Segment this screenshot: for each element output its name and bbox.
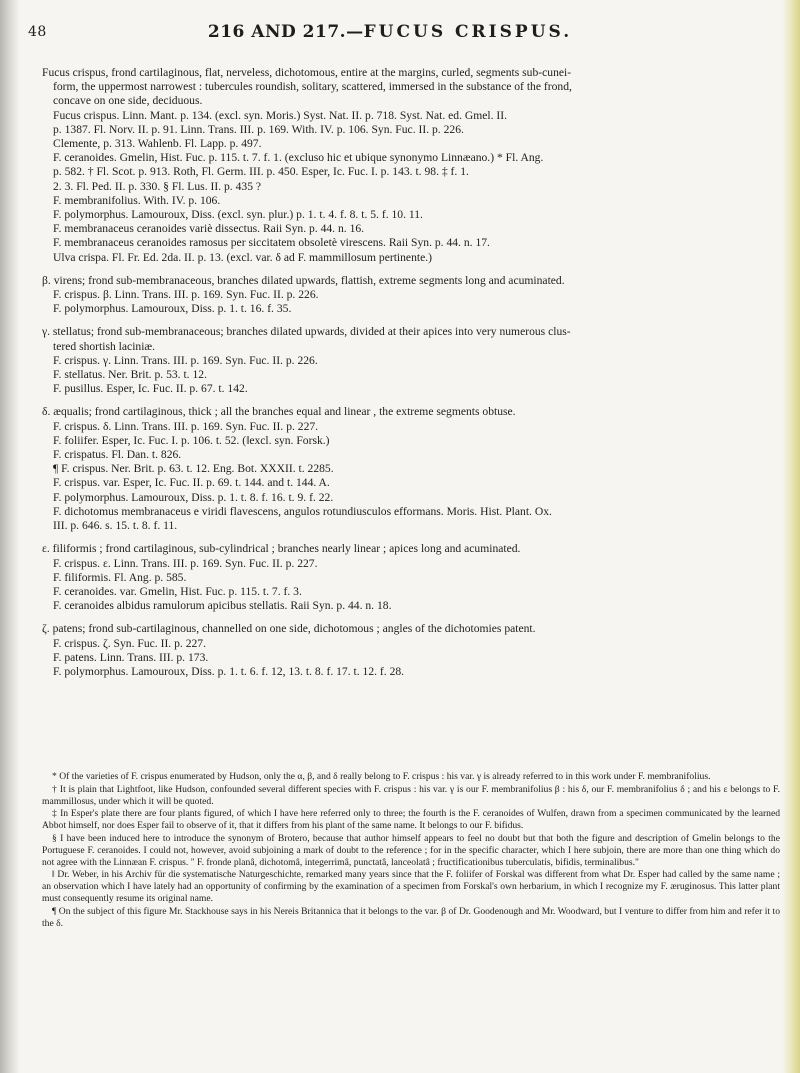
running-head [28,22,752,42]
synonym-reference: F. ceranoides. Gmelin, Hist. Fuc. p. 115. t. 7. f. 1. (excluso hic et ubique synonymo Linnæano.) * Fl. Ang. [53,151,544,165]
species-description [42,66,780,679]
variety-diagnosis: ε. filiformis ; frond cartilaginous, sub-cylindrical ; branches nearly linear ; apices long and acuminated. [42,542,521,556]
synonym-reference: F. membranifolius. With. IV. p. 106. [53,193,221,207]
synonym-reference: F. polymorphus. Lamouroux, Diss. (excl. syn. plur.) p. 1. t. 4. f. 8. t. 5. f. 10. 11. [53,208,423,222]
synonym-reference: F. crispatus. Fl. Dan. t. 826. [53,448,182,462]
synonym-reference: F. ceranoides. var. Gmelin, Hist. Fuc. p. 115. t. 7. f. 3. [53,584,302,598]
variety-entry [42,274,780,317]
synonym-reference: III. p. 646. s. 15. t. 8. f. 11. [53,519,178,533]
running-head-prefix: 216 AND 217.— [207,22,364,42]
synonym-reference: F. crispus. γ. Linn. Trans. III. p. 169. Syn. Fuc. II. p. 226. [53,353,318,367]
footnote: § I have been induced here to introduce the synonym of Brotero, because that author himself appears to feel no doubt but that both the figure and description of Gmelin belongs to the Portuguese F. ceranoides. I could not, however, avoid subjoining a mark of doubt to the reference ; for in the specific character, which I here subjoin, there are more than one thing which do not agree with the Linnæan F. crispus. " F. fronde planâ, dichotomâ, integerrimâ, punctatâ, lanceolatâ ; fructificationibus tuberculatis, bifidis, terminalibus." [42,832,780,868]
synonym-reference: F. pusillus. Esper, Ic. Fuc. II. p. 67. t. 142. [53,382,248,396]
synonym-reference: F. crispus. ζ. Syn. Fuc. II. p. 227. [53,636,206,650]
footnote: ‡ In Esper's plate there are four plants figured, of which I have here referred only to three; the fourth is the F. ceranoides of Wulfen, drawn from a specimen communicated by the learned Abbot himself, nor does Esper fail to observe of it, that it differs from his plant of the same name. It belongs to our F. bifidus. [42,808,780,832]
synonym-reference: F. crispus. ε. Linn. Trans. III. p. 169. Syn. Fuc. II. p. 227. [53,556,318,570]
page-header [28,22,752,48]
synonym-reference: F. crispus. β. Linn. Trans. III. p. 169. Syn. Fuc. II. p. 226. [53,288,319,302]
synonym-reference: F. foliifer. Esper, Ic. Fuc. I. p. 106. t. 52. (‖excl. syn. Forsk.) [53,433,330,447]
synonym-reference: ¶ F. crispus. Ner. Brit. p. 63. t. 12. Eng. Bot. XXXII. t. 2285. [53,462,334,476]
synonym-reference: F. crispus. δ. Linn. Trans. III. p. 169. Syn. Fuc. II. p. 227. [53,419,319,433]
variety-diagnosis: ζ. patens; frond sub-cartilaginous, channelled on one side, dichotomous ; angles of the dichotomies patent. [42,622,536,636]
synonym-reference: F. membranaceus ceranoides ramosus per siccitatem obsoletè virescens. Raii Syn. p. 44. n. 17. [53,236,490,250]
page-edge-stain [782,0,800,1073]
page-number: 48 [28,24,47,40]
variety-diagnosis: Fucus crispus, frond cartilaginous, flat, nerveless, dichotomous, entire at the margins, curled, segments sub-cunei- [42,66,572,79]
synonym-reference: F. polymorphus. Lamouroux, Diss. p. 1. t. 8. f. 16. t. 9. f. 22. [53,490,334,504]
synonym-reference: F. membranaceus ceranoides variè dissectus. Raii Syn. p. 44. n. 16. [53,222,365,236]
variety-entry [42,405,780,533]
variety-diagnosis: δ. æqualis; frond cartilaginous, thick ; all the branches equal and linear , the extreme segments obtuse. [42,405,516,419]
variety-entry [42,542,780,613]
synonym-reference: F. polymorphus. Lamouroux, Diss. p. 1. t. 16. f. 35. [53,302,292,316]
variety-diagnosis-continued: concave on one side, deciduous. [53,94,203,108]
footnote: ‖ Dr. Weber, in his Archiv für die systematische Naturgeschichte, remarked many years since that the F. foliifer of Forskal was different from what Dr. Esper had called by the same name ; an observation which I have lately had an opportunity of confirming by the examination of a specimen from Forskal's own herbarium, in which I recognize my F. æruginosus. This latter plant must consequently resume its original name. [42,869,780,904]
synonym-reference: 2. 3. Fl. Ped. II. p. 330. § Fl. Lus. II. p. 435 ? [53,179,262,193]
variety-entry [42,66,780,265]
synonym-reference: F. ceranoides albidus ramulorum apicibus stellatis. Raii Syn. p. 44. n. 18. [53,599,392,613]
synonym-reference: p. 1387. Fl. Norv. II. p. 91. Linn. Trans. III. p. 169. With. IV. p. 106. Syn. Fuc. II. p. 226. [53,122,464,136]
synonym-reference: Clemente, p. 313. Wahlenb. Fl. Lapp. p. 497. [53,137,262,151]
variety-entry [42,325,780,396]
synonym-reference: F. dichotomus membranaceus e viridi flavescens, angulos rotundiusculos efformans. Moris. Hist. Plant. Ox. [53,504,552,518]
synonym-reference: F. patens. Linn. Trans. III. p. 173. [53,650,209,664]
variety-entry [42,622,780,679]
synonym-reference: Fucus crispus. Linn. Mant. p. 134. (excl. syn. Moris.) Syst. Nat. II. p. 718. Syst. Nat. ed. Gmel. II. [53,108,508,122]
synonym-reference: F. crispus. var. Esper, Ic. Fuc. II. p. 69. t. 144. and t. 144. A. [53,476,330,490]
synonym-reference: Ulva crispa. Fl. Fr. Ed. 2da. II. p. 13. (excl. var. δ ad F. mammillosum pertinente.) [53,250,433,264]
footnotes [42,771,780,930]
variety-diagnosis: γ. stellatus; frond sub-membranaceous; branches dilated upwards, divided at their apices into very numerous clus- [42,325,571,339]
synonym-reference: F. polymorphus. Lamouroux, Diss. p. 1. t. 6. f. 12, 13. t. 8. f. 17. t. 12. f. 28. [53,664,405,678]
synonym-reference: p. 582. † Fl. Scot. p. 913. Roth, Fl. Germ. III. p. 450. Esper, Ic. Fuc. I. p. 143. t. 98. ‡ f. 1. [53,165,469,179]
footnote: ¶ On the subject of this figure Mr. Stackhouse says in his Nereis Britannica that it belongs to the var. β of Dr. Goodenough and Mr. Woodward, but I venture to differ from him and refer it to the δ. [42,905,780,929]
synonym-reference: F. stellatus. Ner. Brit. p. 53. t. 12. [53,368,207,382]
synonym-reference: F. filiformis. Fl. Ang. p. 585. [53,570,187,584]
running-head-title: FUCUS CRISPUS. [363,22,573,42]
variety-diagnosis: β. virens; frond sub-membranaceous, branches dilated upwards, flattish, extreme segments long and acuminated. [42,273,565,287]
variety-diagnosis-continued: form, the uppermost narrowest : tubercules roundish, solitary, scattered, immersed in the substance of the frond, [53,80,572,94]
page-gutter-shadow [0,0,20,1073]
footnote: † It is plain that Lightfoot, like Hudson, confounded several different species with F. crispus : his var. γ is our F. membranifolius β : his δ, our F. membranifolius δ ; and his ε belongs to F. mammillosus, under which it will be quoted. [42,783,780,807]
variety-diagnosis-continued: tered shortish laciniæ. [53,339,156,353]
footnote: * Of the varieties of F. crispus enumerated by Hudson, only the α, β, and δ really belong to F. crispus : his var. γ is already referred to in this work under F. membranifolius. [52,771,711,782]
